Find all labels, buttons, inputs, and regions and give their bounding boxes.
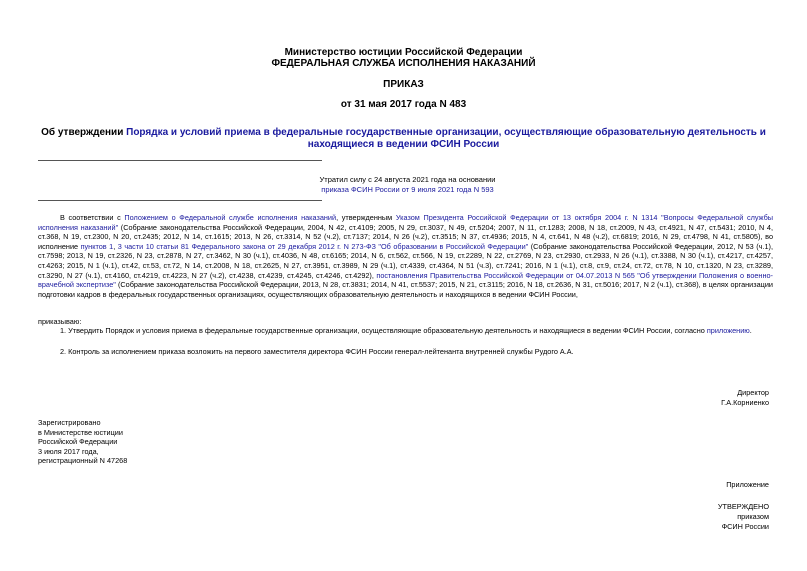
approved-org: ФСИН России bbox=[721, 522, 769, 531]
document-title bbox=[30, 127, 777, 151]
order-word: приказываю: bbox=[38, 317, 82, 326]
title-link[interactable]: Порядка и условий приема в федеральные государственные организации, осуществляющие образовательную деятельность и находящиеся в ведении ФСИН России bbox=[126, 127, 766, 150]
item-1-text: 1. Утвердить Порядок и условия приема в федеральные государственные организации, осуществляющие образовательную деятельность и находящиеся в ведении ФСИН России, согласно bbox=[60, 326, 707, 335]
appendix-label: Приложение bbox=[726, 480, 769, 489]
item-1 bbox=[60, 326, 752, 336]
status-line: Утратил силу с 24 августа 2021 года на основании bbox=[319, 175, 496, 184]
appendix-link[interactable]: приложению bbox=[706, 326, 750, 335]
signer-name: Г.А.Корниенко bbox=[721, 398, 769, 407]
divider-top bbox=[38, 160, 322, 161]
item-2: 2. Контроль за исполнением приказа возложить на первого заместителя директора ФСИН России генерал-лейтенанта внутренней службы Рудого А.А. bbox=[60, 347, 574, 356]
status-note bbox=[280, 175, 535, 194]
divider-bottom bbox=[38, 200, 322, 201]
registration-line-3: Российской Федерации bbox=[38, 437, 118, 447]
registration-block bbox=[38, 418, 127, 466]
registration-line-4: 3 июля 2017 года, bbox=[38, 446, 99, 456]
link-points-1[interactable]: пунктов 1 bbox=[80, 241, 114, 251]
link-government-resolution[interactable]: постановления Правительства Российской Федерации от 04.07.2013 N 565 "Об утверждении Положения о военно-врачебной экспертизе" bbox=[38, 270, 773, 290]
link-fsin-regulation[interactable]: Положением о Федеральной службе исполнения наказаний bbox=[124, 213, 337, 222]
approved-by: приказом bbox=[737, 512, 769, 521]
registration-line-2: в Министерстве юстиции bbox=[38, 427, 123, 437]
status-link[interactable]: приказа ФСИН России от 9 июля 2021 года N 593 bbox=[321, 184, 494, 194]
document-type: ПРИКАЗ bbox=[383, 79, 424, 90]
preamble-text-2: , утвержденным bbox=[336, 213, 396, 222]
item-1-end: . bbox=[749, 326, 752, 335]
preamble-text-3: (Собрание законодательства Российской Федерации, 2004, N 42, ст.4109; 2005, N 29, ст.3037, N 49, ст.5204; 2007, N 11, ст.1283; 2008, N 18, ст.2009, N 43, ст.4921, N 47, ст.5431; 2010, N 4, ст.368, N 19, ст.2300, N 20, ст.2435; 2012, N 14, ст.1615; 2013, N 26, ст.3314, N 52 (ч.2), ст.7137; 2014, N 26 (ч.2), ст.3515; N 37, ст.4936; 2015, N 4, ст.641, N 48 (ч.2), ст.6819; 2016, N 29, ст.4798, N 41, ст.5805), во исполнение bbox=[38, 222, 773, 251]
title-prefix: Об утверждении bbox=[41, 127, 127, 138]
document-date-number: от 31 мая 2017 года N 483 bbox=[340, 99, 467, 110]
link-education-law[interactable]: 3 части 10 статьи 81 Федерального закона от 29 декабря 2012 г. N 273-ФЗ "Об образовании в Российской Федерации" bbox=[117, 241, 529, 251]
registration-line-1: Зарегистрировано bbox=[38, 418, 101, 427]
signer-position: Директор bbox=[737, 388, 769, 397]
approved-label: УТВЕРЖДЕНО bbox=[717, 502, 769, 511]
preamble-text-5: (Собрание законодательства Российской Федерации, 2012, N 53 (ч.1), ст.7598; 2013, N 19, ст.2326, N 23, ст.2878, N 27, ст.3462, N 30 (ч.1), ст.4036, N 48, ст.6165; 2014, N 6, ст.562, ст.566, N 19, ст.2289, N 22, ст.2769, N 23, ст.2930, ст.2933, N 26 (ч.1), ст.3388, N 30 (ч.1), ст.4217, ст.4257, ст.4263; 2015, N 1 (ч.1), ст.42, ст.53, ст.72, N 14, ст.2008, N 18, ст.2625, N 27, ст.3951, ст.3989, N 29 (ч.1), ст.4339, ст.4364, N 51 (ч.3), ст.7241; 2016, N 1 (ч.1), ст.8, ст.9, ст.24, ст.72, ст.78, N 10, ст.1320, N 23, ст.3289, ст.3290, N 27 (ч.1), ст.4160, ст.4219, ст.4223, N 27 (ч.2), ст.4238, ст.4239, ст.4245, ст.4246, ст.4292), bbox=[38, 241, 773, 280]
link-president-decree[interactable]: Указом Президента Российской Федерации от 13 октября 2004 г. N 1314 "Вопросы Федеральной службы исполнения наказаний" bbox=[38, 213, 774, 232]
preamble-text-4: , bbox=[113, 241, 118, 251]
preamble-text-1: В соответствии с bbox=[60, 213, 125, 222]
preamble-text-6: (Собрание законодательства Российской Федерации, 2013, N 28, ст.3831; 2014, N 41, ст.5537; 2015, N 21, ст.3115; 2016, N 18, ст.2636, N 31, ст.5016; 2017, N 2 (ч.1), ст.368), в целях организации подготовки кадров в федеральных государственных организациях, осуществляющих образовательную деятельность и находящихся в ведении ФСИН России, bbox=[38, 280, 773, 299]
registration-line-5: регистрационный N 47268 bbox=[38, 456, 128, 466]
service-name: ФЕДЕРАЛЬНАЯ СЛУЖБА ИСПОЛНЕНИЯ НАКАЗАНИЙ bbox=[271, 58, 536, 69]
ministry-name: Министерство юстиции Российской Федерации bbox=[284, 47, 523, 58]
preamble-paragraph bbox=[38, 213, 773, 299]
